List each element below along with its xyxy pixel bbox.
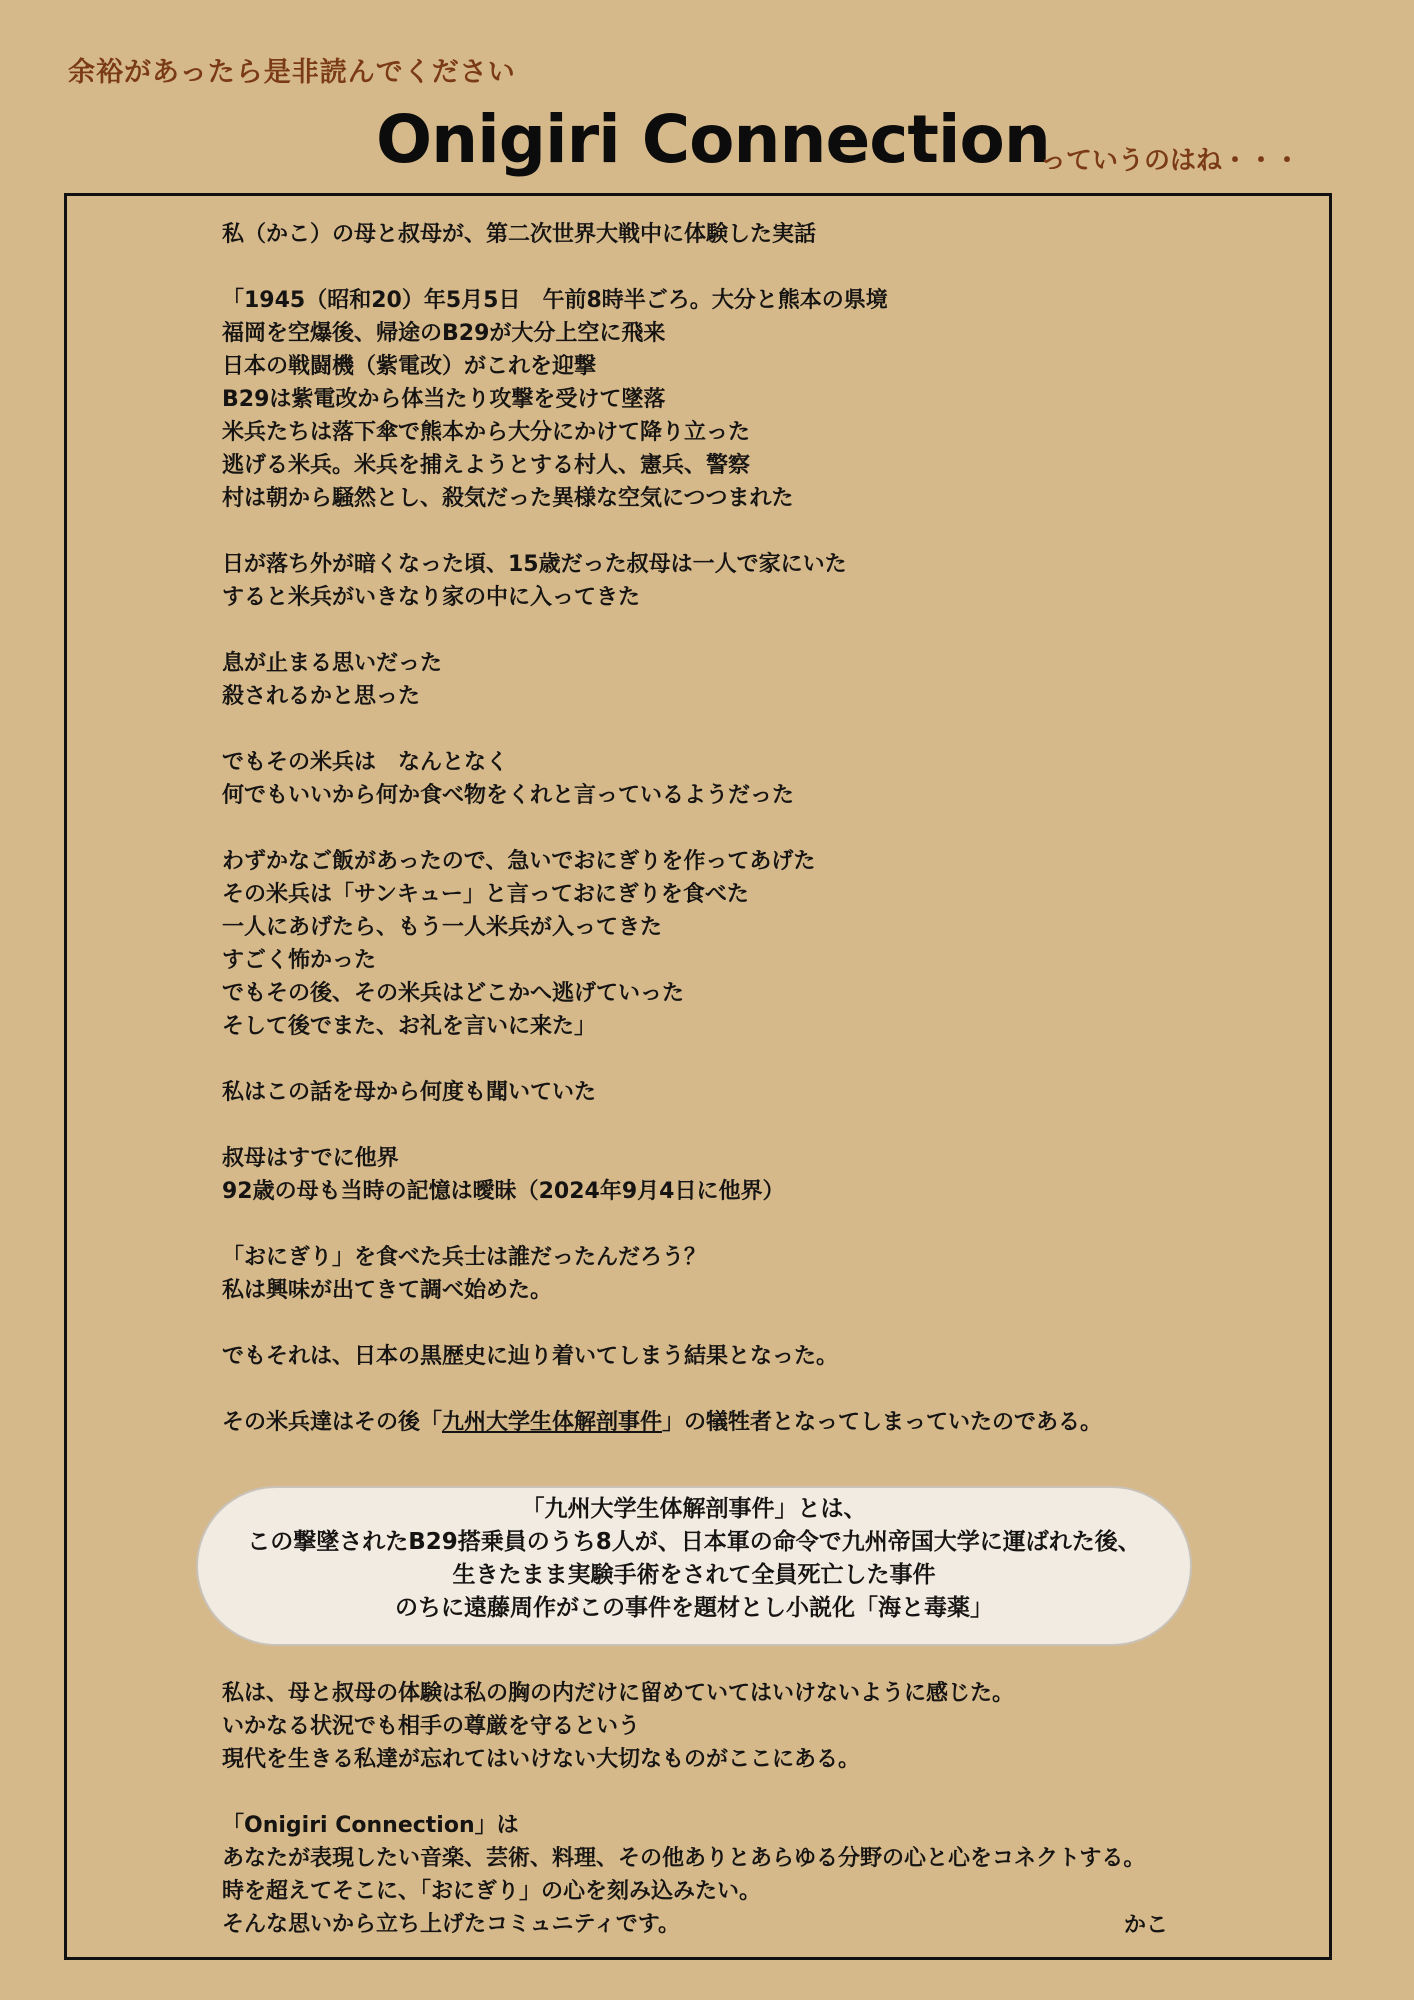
story-line: 福岡を空爆後、帰途のB29が大分上空に飛来 xyxy=(222,321,666,346)
incident-line xyxy=(222,1406,1242,1439)
callout-line: 生きたまま実験手術をされて全員死亡した事件 xyxy=(452,1562,936,1588)
closing-line: いかなる状況でも相手の尊厳を守るという xyxy=(222,1714,641,1739)
story-line: 日本の戦闘機（紫電改）がこれを迎撃 xyxy=(222,354,597,379)
incident-prefix: その米兵達はその後「 xyxy=(222,1410,443,1435)
story-line: 殺されるかと思った xyxy=(222,684,421,709)
story-line: でもその米兵は なんとなく xyxy=(222,750,509,775)
story-line: すると米兵がいきなり家の中に入ってきた xyxy=(222,585,641,610)
incident-link[interactable]: 九州大学生体解剖事件 xyxy=(442,1410,663,1435)
title-suffix: っていうのはね・・・ xyxy=(1040,146,1301,176)
story-line: 逃げる米兵。米兵を捕えようとする村人、憲兵、警察 xyxy=(222,453,751,478)
intro-line: 私（かこ）の母と叔母が、第二次世界大戦中に体験した実話 xyxy=(222,222,817,247)
story-line: わずかなご飯があったので、急いでおにぎりを作ってあげた xyxy=(222,849,816,874)
story-line: 日が落ち外が暗くなった頃、15歳だった叔母は一人で家にいた xyxy=(222,552,847,577)
story-line: 「1945（昭和20）年5月5日 午前8時半ごろ。大分と熊本の県境 xyxy=(222,288,888,313)
story-line: 一人にあげたら、もう一人米兵が入ってきた xyxy=(222,915,663,940)
story-line: でもその後、その米兵はどこかへ逃げていった xyxy=(222,981,685,1006)
closing-line: 時を超えてそこに、「おにぎり」の心を刻み込みたい。 xyxy=(222,1879,762,1904)
page-title: Onigiri Connection xyxy=(376,101,1050,178)
closing-line: 「Onigiri Connection」は xyxy=(222,1813,519,1838)
callout-line: のちに遠藤周作がこの事件を題材とし小説化「海と毒薬」 xyxy=(395,1595,993,1621)
story-line: その米兵は「サンキュー」と言っておにぎりを食べた xyxy=(222,882,749,907)
story-line: 村は朝から騒然とし、殺気だった異様な空気につつまれた xyxy=(222,486,794,511)
story-line: 「おにぎり」を食べた兵士は誰だったんだろう？ xyxy=(222,1245,707,1270)
incident-callout xyxy=(196,1486,1192,1646)
story-line: B29は紫電改から体当たり攻撃を受けて墜落 xyxy=(222,387,666,412)
closing-line: あなたが表現したい音楽、芸術、料理、その他ありとあらゆる分野の心と心をコネクトする。 xyxy=(222,1846,1146,1871)
story-line: そして後でまた、お礼を言いに来た」 xyxy=(222,1014,597,1039)
signature: かこ xyxy=(1124,1913,1169,1938)
story-line: 米兵たちは落下傘で熊本から大分にかけて降り立った xyxy=(222,420,751,445)
closing-line: そんな思いから立ち上げたコミュニティです。 xyxy=(222,1912,681,1937)
story-line: 私は興味が出てきて調べ始めた。 xyxy=(222,1278,553,1303)
story-line: 息が止まる思いだった xyxy=(222,651,443,676)
callout-line: この撃墜されたB29搭乗員のうち8人が、日本軍の命令で九州帝国大学に運ばれた後、 xyxy=(247,1529,1141,1555)
incident-suffix: 」の犠牲者となってしまっていたのである。 xyxy=(662,1410,1103,1435)
callout-line: 「九州大学生体解剖事件」とは、 xyxy=(521,1496,867,1522)
story-line: でもそれは、日本の黒歴史に辿り着いてしまう結果となった。 xyxy=(222,1344,839,1369)
story-body xyxy=(222,218,1242,1439)
story-line: すごく怖かった xyxy=(222,948,377,973)
story-line: 何でもいいから何か食べ物をくれと言っているようだった xyxy=(222,783,795,808)
closing-line: 現代を生きる私達が忘れてはいけない大切なものがここにある。 xyxy=(222,1747,861,1772)
closing-body xyxy=(222,1677,1282,1941)
story-line: 私はこの話を母から何度も聞いていた xyxy=(222,1080,597,1105)
closing-line: 私は、母と叔母の体験は私の胸の内だけに留めていてはいけないように感じた。 xyxy=(222,1681,1015,1706)
eyebrow-text: 余裕があったら是非読んでください xyxy=(68,57,516,88)
story-line: 叔母はすでに他界 xyxy=(222,1146,399,1171)
story-line: 92歳の母も当時の記憶は曖昧（2024年9月4日に他界） xyxy=(222,1179,785,1204)
